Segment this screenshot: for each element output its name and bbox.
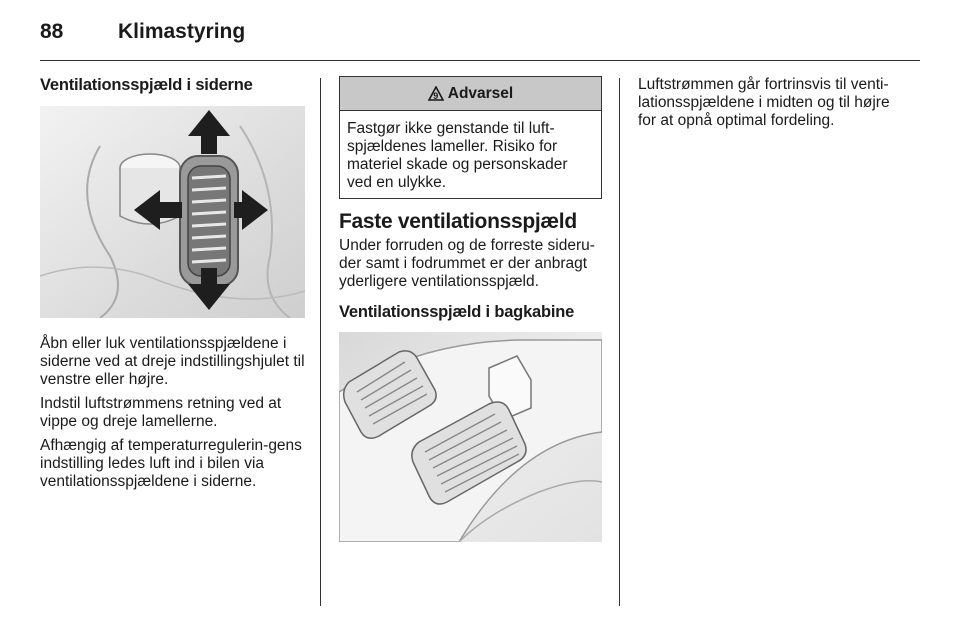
warning-header (340, 77, 601, 111)
side-vent-adjustment-illustration (40, 106, 305, 318)
column-divider-2 (619, 78, 620, 606)
chapter-title: Klimastyring (118, 20, 246, 43)
rear-cabin-vent-illustration (339, 332, 602, 542)
header-divider (40, 60, 920, 61)
paragraph-direction: Indstil luftstrømmens retning ved at vippe og dreje lamellerne. (40, 395, 282, 430)
airflow-paragraph: Luftstrømmen går fortrinsvis til venti-lationsspjældene i midten og til højre for at opnå optimal fordeling. (638, 76, 890, 129)
paragraph-temperature: Afhængig af temperaturregulerin-gens indstilling ledes luft ind i bilen via ventilationsspjældene i siderne. (40, 437, 302, 490)
page-number: 88 (40, 20, 64, 43)
fixed-vents-title: Faste ventilationsspjæld (339, 210, 577, 233)
warning-symbol: 9 (433, 90, 439, 101)
fixed-vents-text: Under forruden og de forreste sideru-der samt i fodrummet er der anbragt yderligere ventilationsspjæld. (339, 237, 595, 290)
rear-cabin-vents-heading: Ventilationsspjæld i bagkabine (339, 303, 575, 321)
warning-title: Advarsel (447, 84, 514, 102)
column-2 (339, 76, 602, 542)
warning-box (339, 76, 602, 199)
column-divider-1 (320, 78, 321, 606)
warning-body (340, 111, 601, 198)
page-header (40, 18, 920, 58)
paragraph-open-close: Åbn eller luk ventilationsspjældene i siderne ved at dreje indstillingshjulet til venstre eller højre. (40, 335, 305, 388)
side-vents-heading: Ventilationsspjæld i siderne (40, 76, 253, 94)
column-3 (638, 76, 908, 130)
column-1 (40, 76, 305, 491)
warning-triangle-icon (428, 86, 444, 101)
warning-text: Fastgør ikke genstande til luft-spjældenes lameller. Risiko for materiel skade og personskader ved en ulykke. (347, 120, 568, 191)
